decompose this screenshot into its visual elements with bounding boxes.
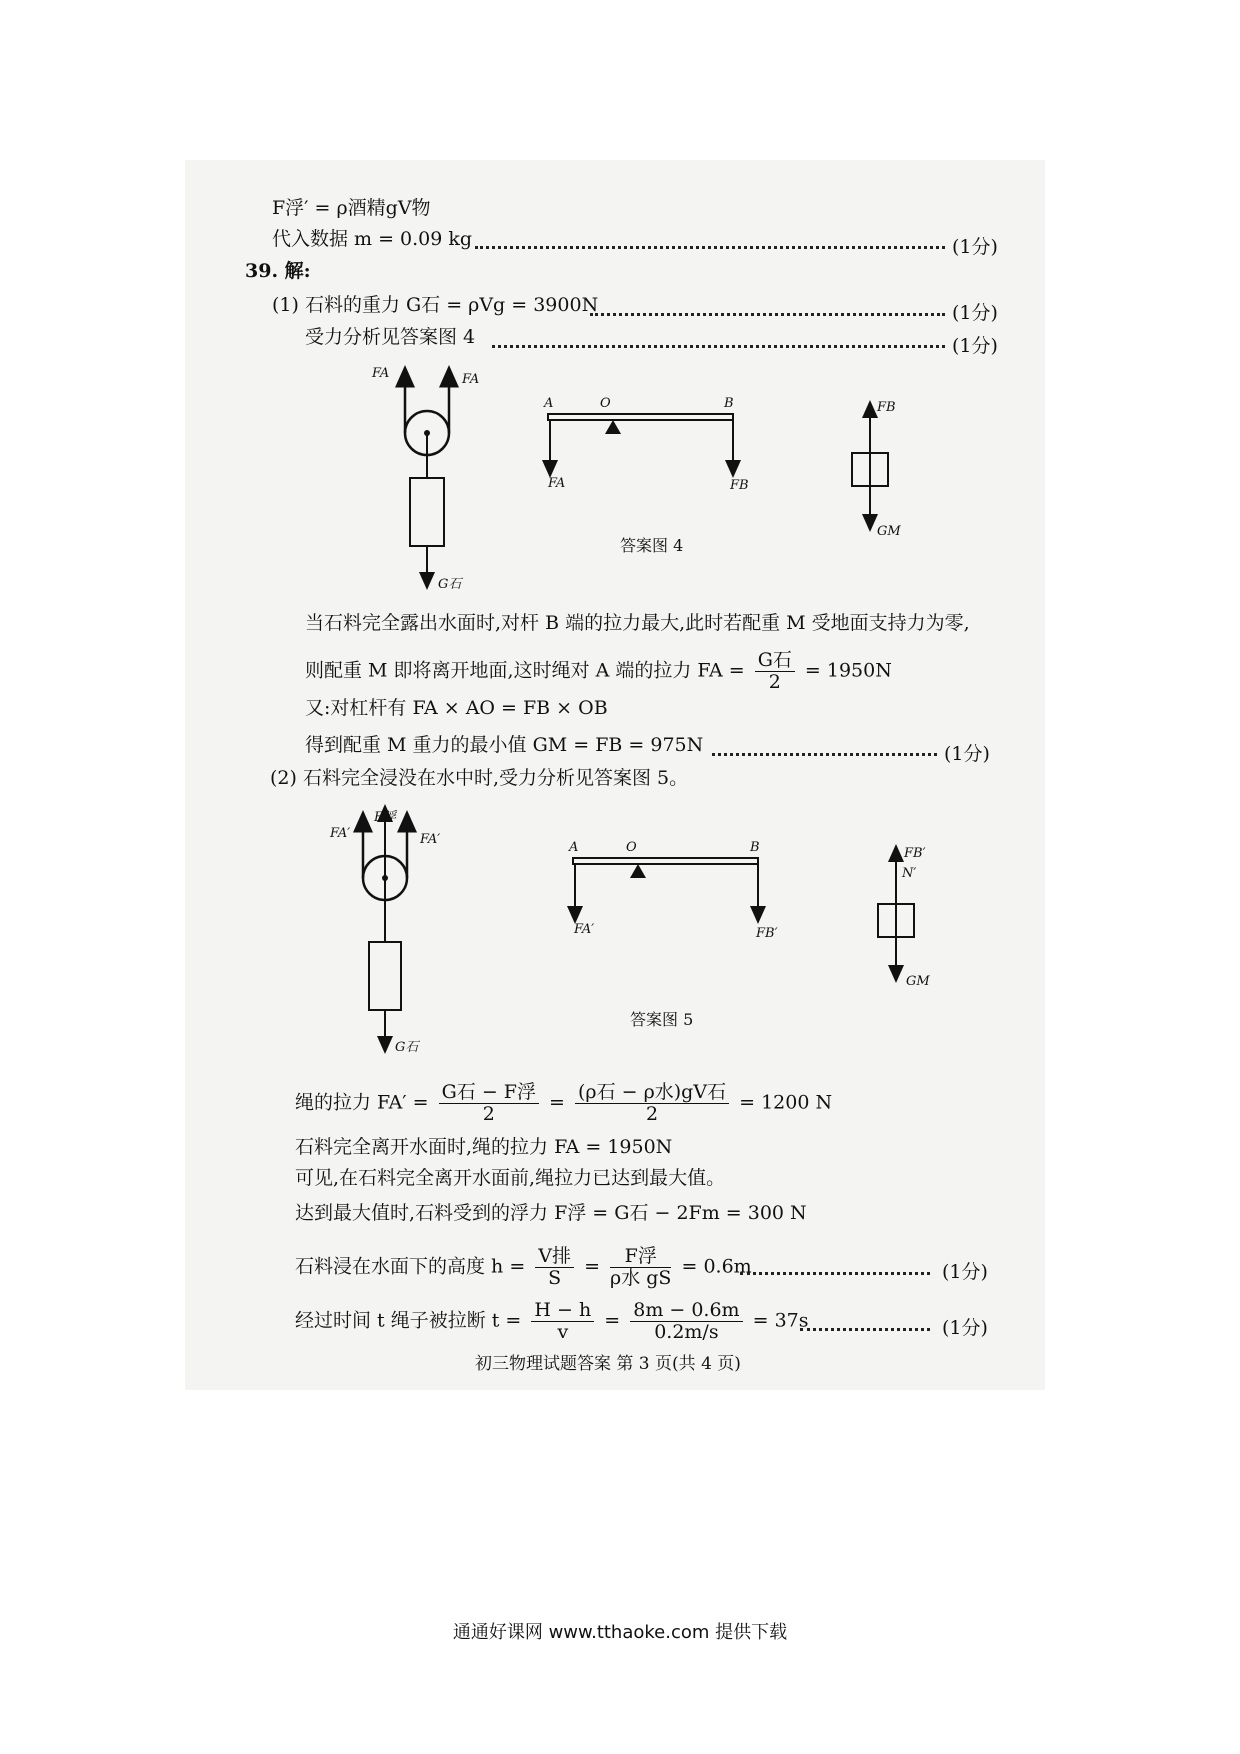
fig5-fa-left-label: FA′ — [330, 826, 351, 841]
fig5-caption: 答案图 5 — [630, 1010, 694, 1029]
fraction: $\frac{\text{G石 − F浮}}{2}$ — [439, 1082, 539, 1125]
fraction: $\frac{\text{(ρ石 − ρ水)gV石}}{2}$ — [575, 1082, 729, 1125]
tension-out-of-water-line: 石料完全离开水面时,绳的拉力 FA = 1950N — [295, 1136, 673, 1158]
fig5-f-float-label: F浮 — [374, 810, 397, 825]
fraction: $\frac{\text{G石}}{2}$ — [755, 650, 795, 693]
force-analysis-line: 受力分析见答案图 4 — [305, 326, 476, 348]
score-2: (1分) — [952, 302, 998, 324]
submerged-height-line: 石料浸在水面下的高度 h = $\frac{\text{V排}}{S}$ = $\frac{\text{F浮}}{\text{ρ水 gS}}$ = 0.6m — [295, 1245, 752, 1289]
formula-line-buoyancy: F浮′ = ρ酒精gV物 — [272, 197, 431, 219]
time-line: 经过时间 t 绳子被拉断 t = $\frac{H - h}{v}$ = $\frac{8m - 0.6m}{0.2m/s}$ = 37s — [295, 1299, 809, 1343]
fig4-fa-bottom-label: FA — [548, 476, 566, 491]
score-4: (1分) — [944, 743, 990, 765]
fig4-a-label: A — [544, 396, 554, 411]
rope-tension-line: 绳的拉力 FA′ = $\frac{\text{G石 − F浮}}{2}$ = $\frac{\text{(ρ石 − ρ水)gV石}}{2}$ = 1200 N — [295, 1081, 833, 1125]
score-1: (1分) — [952, 236, 998, 258]
part-2-heading: (2) 石料完全浸没在水中时,受力分析见答案图 5。 — [270, 767, 689, 789]
fig5-a-label: A — [569, 840, 579, 855]
fig5-gm-label: GM — [906, 974, 930, 989]
lever-equation-line: 又:对杠杆有 FA × AO = FB × OB — [305, 697, 608, 719]
pulley-4 — [405, 375, 449, 582]
site-footer: 通通好课网 www.tthaoke.com 提供下载 — [452, 1622, 788, 1643]
buoyancy-at-max-line: 达到最大值时,石料受到的浮力 F浮 = G石 − 2Fm = 300 N — [295, 1202, 807, 1224]
score-6: (1分) — [942, 1317, 988, 1339]
score-5: (1分) — [942, 1261, 988, 1283]
fig5-fa-right-label: FA′ — [420, 832, 441, 847]
score-3: (1分) — [952, 335, 998, 357]
fraction: $\frac{8m - 0.6m}{0.2m/s}$ — [630, 1300, 742, 1343]
fig5-fb-top-label: FB′ — [904, 846, 926, 861]
fig4-o-label: O — [600, 396, 611, 411]
fig4-gm-label: GM — [877, 524, 901, 539]
fig4-caption: 答案图 4 — [620, 536, 684, 555]
fig5-fa-bottom-label: FA′ — [574, 922, 595, 937]
fig4-fa-right-label: FA — [462, 372, 480, 387]
lever-4 — [548, 414, 733, 470]
fig4-fa-left-label: FA — [372, 366, 390, 381]
stone-weight-line: (1) 石料的重力 G石 = ρVg = 3900N — [272, 294, 599, 316]
dot-leader — [712, 753, 937, 756]
fig5-b-label: B — [750, 840, 760, 855]
fig4-g-stone-label: G石 — [438, 577, 462, 592]
fraction: $\frac{H - h}{v}$ — [531, 1300, 594, 1343]
fig5-o-label: O — [626, 840, 637, 855]
fig5-fb-bottom-label: FB′ — [756, 926, 778, 941]
counterweight-4 — [852, 408, 888, 524]
analysis-paragraph-line-2: 则配重 M 即将离开地面,这时绳对 A 端的拉力 FA = $\frac{\text{G石}}{2}$ = 1950N — [305, 649, 892, 693]
min-weight-line: 得到配重 M 重力的最小值 GM = FB = 975N — [305, 734, 704, 756]
lever-5 — [573, 858, 758, 916]
dot-leader — [740, 1272, 930, 1275]
max-value-note-line: 可见,在石料完全离开水面前,绳拉力已达到最大值。 — [295, 1167, 726, 1189]
fig4-fb-bottom-label: FB — [730, 478, 749, 493]
fig4-fb-top-label: FB — [877, 400, 896, 415]
pulley-5 — [363, 812, 407, 1046]
dot-leader — [800, 1328, 930, 1331]
substitute-line: 代入数据 m = 0.09 kg — [272, 228, 473, 250]
fig4-b-label: B — [724, 396, 734, 411]
fraction: $\frac{\text{V排}}{S}$ — [535, 1246, 574, 1289]
question-39-heading: 39. 解: — [245, 260, 311, 282]
fraction: $\frac{\text{F浮}}{\text{ρ水 gS}}$ — [610, 1245, 672, 1289]
analysis-paragraph-line-1: 当石料完全露出水面时,对杆 B 端的拉力最大,此时若配重 M 受地面支持力为零, — [305, 612, 970, 634]
fig5-n-label: N′ — [902, 866, 917, 881]
fig5-g-stone-label: G石 — [395, 1040, 419, 1055]
page-footer: 初三物理试题答案 第 3 页(共 4 页) — [475, 1354, 741, 1374]
